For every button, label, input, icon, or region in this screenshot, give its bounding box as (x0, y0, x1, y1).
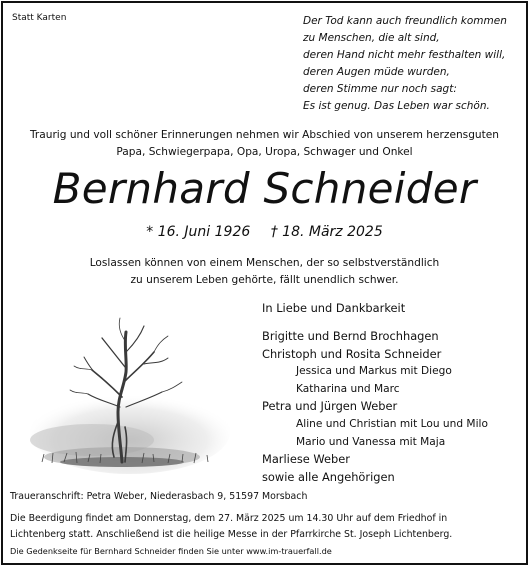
intro-text (0, 127, 529, 161)
intro-line: Papa, Schwiegerpapa, Opa, Uropa, Schwager und Onkel (116, 146, 413, 158)
family-member-sub: Aline und Christian mit Lou und Milo (296, 417, 488, 430)
funeral-line: Lichtenberg statt. Anschließend ist die heilige Messe in der Pfarrkirche St. Joseph Lichtenberg. (10, 529, 453, 540)
memorial-page-note: Die Gedenkseite für Bernhard Schneider finden Sie unter www.im-trauerfall.de (10, 546, 332, 556)
mourning-address: Traueranschrift: Petra Weber, Niederasbach 9, 51597 Morsbach (10, 491, 308, 502)
family-member-sub: Katharina und Marc (296, 382, 400, 395)
poem-line: deren Hand nicht mehr festhalten will, (303, 49, 506, 61)
life-dates (0, 224, 529, 240)
poem-line: deren Augen müde wurden, (303, 66, 450, 78)
poem-line: Der Tod kann auch freundlich kommen (303, 15, 507, 27)
poem (303, 13, 518, 115)
tree-illustration (22, 312, 244, 480)
family-member-sub: Mario und Vanessa mit Maja (296, 435, 446, 448)
deceased-name: Bernhard Schneider (52, 164, 477, 213)
poem-line: Es ist genug. Das Leben war schön. (303, 100, 490, 112)
birth-date: * 16. Juni 1926 (146, 224, 251, 240)
family-member: sowie alle Angehörigen (262, 469, 395, 484)
motto-line: Loslassen können von einem Menschen, der so selbstverständlich (89, 257, 440, 269)
family-member: Petra und Jürgen Weber (262, 399, 398, 414)
motto-line: zu unserem Leben gehörte, fällt unendlich schwer. (130, 274, 399, 286)
family-heading: In Liebe und Dankbarkeit (262, 301, 406, 315)
death-date: † 18. März 2025 (270, 224, 383, 240)
header-note: Statt Karten (12, 13, 67, 23)
funeral-line: Die Beerdigung findet am Donnerstag, dem 27. März 2025 um 14.30 Uhr auf dem Friedhof in (10, 513, 448, 524)
family-member-sub: Jessica und Markus mit Diego (296, 365, 452, 378)
poem-line: zu Menschen, die alt sind, (303, 32, 440, 44)
family-member: Brigitte und Bernd Brochhagen (262, 329, 439, 343)
poem-line: deren Stimme nur noch sagt: (303, 83, 457, 95)
family-list (262, 300, 522, 486)
family-member: Marliese Weber (262, 452, 350, 467)
motto-text (0, 255, 529, 289)
funeral-info (10, 511, 520, 543)
intro-line: Traurig und voll schöner Erinnerungen nehmen wir Abschied von unserem herzensguten (29, 129, 500, 141)
family-member: Christoph und Rosita Schneider (262, 346, 442, 361)
